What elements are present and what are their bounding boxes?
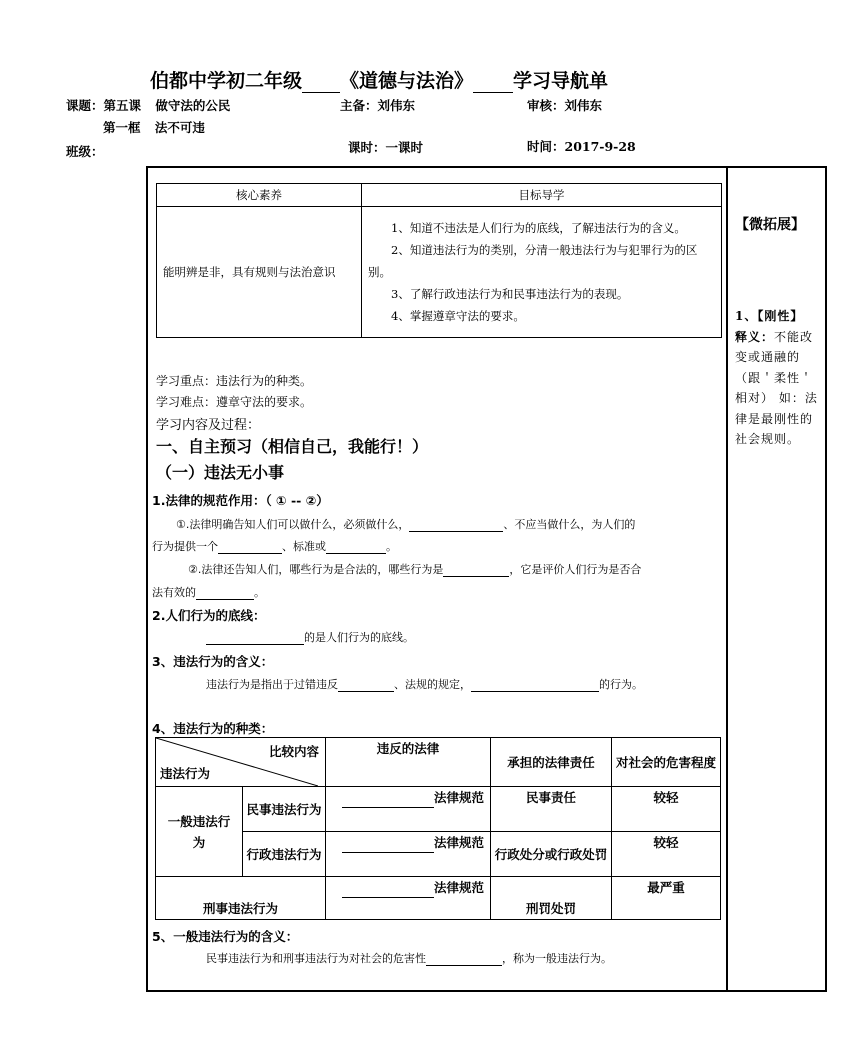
core-header: 核心素养 [157,184,362,207]
q2-text: 的是人们行为的底线。 [304,631,414,644]
fill-blank[interactable] [342,839,434,853]
row-liability: 行政处分或行政处罚 [491,832,612,877]
criminal-law-text: 法律规范 [434,880,485,895]
header-harm: 对社会的危害程度 [612,738,721,787]
q1-a-text: 。 [386,540,397,553]
title-doc: 学习导航单 [513,70,609,92]
q5-text: 民事违法行为和刑事违法行为对社会的危害性 [206,952,426,965]
fill-blank[interactable] [342,794,434,808]
goal-item: 1、知道不违法是人们行为的底线，了解违法行为的含义。 [391,221,686,235]
diagonal-header [156,738,326,787]
q1-b-text: 法有效的 [152,586,196,599]
title-school: 伯都中学初二年级 [150,70,303,92]
core-table [156,183,722,338]
q5-title: 5、一般违法行为的含义： [152,929,299,944]
row-type: 民事违法行为 [243,787,326,832]
q1-b-line2 [152,584,265,600]
q5-text: ，称为一般违法行为。 [502,952,612,965]
study-process: 学习内容及过程： [156,418,261,433]
criminal-law [326,877,491,920]
row-harm: 较轻 [612,787,721,832]
q3-title: 3、违法行为的含义： [152,654,274,669]
date: 时间：2017-9-28 [527,139,636,154]
diag-bottom: 违法行为 [160,766,211,781]
note-def: 不能改变或通融的（跟＇柔性＇相对） [735,329,814,405]
study-difficulty: 学习难点：遵章守法的要求。 [156,395,313,409]
q3-text: 、法规的规定， [394,678,471,691]
title-blank [473,72,513,93]
criminal-liability: 刑罚处罚 [491,877,612,920]
fill-blank[interactable] [471,678,599,692]
q1-a-text: ①.法律明确告知人们可以做什么，必须做什么， [176,518,410,531]
q1-b-line1 [188,561,641,577]
fill-blank[interactable] [443,563,509,577]
topic-line [66,96,230,114]
sidebar-divider [726,166,728,992]
row-liability: 民事责任 [491,787,612,832]
goal-list [362,207,722,338]
topic-label: 课题：第五课 [66,98,142,113]
goal-header: 目标导学 [362,184,722,207]
author: 主备：刘伟东 [340,98,416,113]
q1-a-text: 行为提供一个 [152,540,218,553]
fill-blank[interactable] [326,540,386,554]
fill-blank[interactable] [338,678,394,692]
frame-line [103,118,205,136]
frame-name: 法不可违 [154,120,205,135]
frame-label: 第一框 [103,120,141,135]
q1-title: 1.法律的规范作用：（ ① -- ②） [152,493,329,508]
page-title [150,66,608,93]
diag-top: 比较内容 [269,744,320,759]
general-violation: 一般违法行为 [156,787,243,877]
header-liability: 承担的法律责任 [491,738,612,787]
row-law-text: 法律规范 [434,790,485,805]
header-law: 违反的法律 [326,738,491,787]
goal-item: 4、掌握遵章守法的要求。 [391,309,525,323]
fill-blank[interactable] [342,884,434,898]
q2-title: 2.人们行为的底线： [152,608,266,623]
topic-lesson: 做守法的公民 [155,98,231,113]
title-blank [302,72,340,93]
fill-blank[interactable] [409,518,503,532]
q5-line [206,950,612,966]
criminal-harm: 最严重 [612,877,721,920]
fill-blank[interactable] [206,631,304,645]
row-harm: 较轻 [612,832,721,877]
row-law [326,832,491,877]
q1-b-text: 。 [254,586,265,599]
q1-a-line1 [176,516,635,532]
q4-title: 4、违法行为的种类： [152,721,274,736]
row-law-text: 法律规范 [434,835,485,850]
q2-line [206,629,414,645]
fill-blank[interactable] [196,586,254,600]
fill-blank[interactable] [426,952,502,966]
q1-a-text: 、不应当做什么，为人们的 [503,518,636,531]
q3-line [206,676,643,692]
class-label: 班级： [66,144,104,159]
note-word: 【刚性】 [757,309,804,323]
section-title: 一、自主预习（相信自己，我能行！） [156,437,429,456]
q1-a-line2 [152,538,397,554]
q1-b-text: ，它是评价人们行为是否合 [509,563,642,576]
title-subject: 《道德与法治》 [340,70,474,92]
fill-blank[interactable] [218,540,282,554]
criminal-type: 刑事违法行为 [156,877,326,920]
goal-item: 3、了解行政违法行为和民事违法行为的表现。 [391,287,629,301]
goal-item: 2、知道违法行为的类别，分清一般违法行为与犯罪行为的区别。 [368,243,698,279]
q1-a-text: 、标准或 [282,540,326,553]
row-law [326,787,491,832]
subsection-title: （一）违法无小事 [156,463,285,482]
q3-text: 违法行为是指出于过错违反 [206,678,338,691]
reviewer: 审核：刘伟东 [527,98,603,113]
note-example: 如：法律是最刚性的社会规则。 [735,391,818,446]
q3-text: 的行为。 [599,678,643,691]
sidebar-title: 【微拓展】 [735,217,805,233]
types-table [155,737,721,920]
core-text: 能明辨是非，具有规则与法治意识 [157,207,362,338]
row-type: 行政违法行为 [243,832,326,877]
note-num: 1、 [735,309,758,323]
note-def-label: 释义： [735,329,775,344]
sidebar-note [735,306,821,450]
period: 课时：一课时 [348,140,424,155]
study-focus: 学习重点：违法行为的种类。 [156,374,313,388]
q1-b-text: ②.法律还告知人们，哪些行为是合法的，哪些行为是 [188,563,444,576]
